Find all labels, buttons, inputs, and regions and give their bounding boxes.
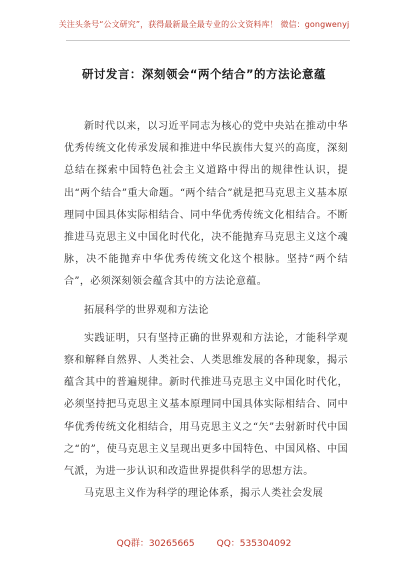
- header-banner: 关注头条号“公文研究”，获得最新最全最专业的公文资料库！ 微信：gongwenyj: [58, 20, 350, 29]
- paragraph-practice: 实践证明，只有坚持正确的世界观和方法论，才能科学观察和解释自然界、人类社会、人类思维发展的各种现象，揭示蕴含其中的普遍规律。新时代推进马克思主义中国化时代化，必须坚持把马克思主义基本原理同中国具体实际相结合、同中华优秀传统文化相结合，用马克思主义之“矢”去射新时代中国之“的”，使马克思主义呈现出更多中国特色、中国风格、中国气派，为进一步认识和改造世界提供科学的思想方法。: [64, 332, 348, 478]
- footer-qq: QQ：535304092: [216, 539, 292, 549]
- section-heading: 拓展科学的世界观和方法论: [84, 304, 209, 316]
- header-divider: [66, 40, 350, 41]
- document-title: 研讨发言：深刻领会“两个结合”的方法论意蕴: [81, 67, 327, 81]
- footer-qq-group: QQ群：30265665: [116, 539, 195, 549]
- document-body: [64, 116, 348, 505]
- paragraph-continuation: 马克思主义作为科学的理论体系，揭示人类社会发展: [84, 488, 324, 500]
- footer-contact: [0, 536, 408, 549]
- paragraph-intro: 新时代以来，以习近平同志为核心的党中央站在推动中华优秀传统文化传承发展和推进中华民族伟大复兴的高度，深刻总结在探索中国特色社会主义道路中得出的规律性认识，提出“两个结合”重大命题。“两个结合”就是把马克思主义基本原理同中国具体实际相结合、同中华优秀传统文化相结合。不断推进马克思主义中国化时代化，决不能抛弃马克思主义这个魂脉，决不能抛弃中华优秀传统文化这个根脉。坚持“两个结合”，必须深刻领会蕴含其中的方法论意蕴。: [64, 121, 348, 288]
